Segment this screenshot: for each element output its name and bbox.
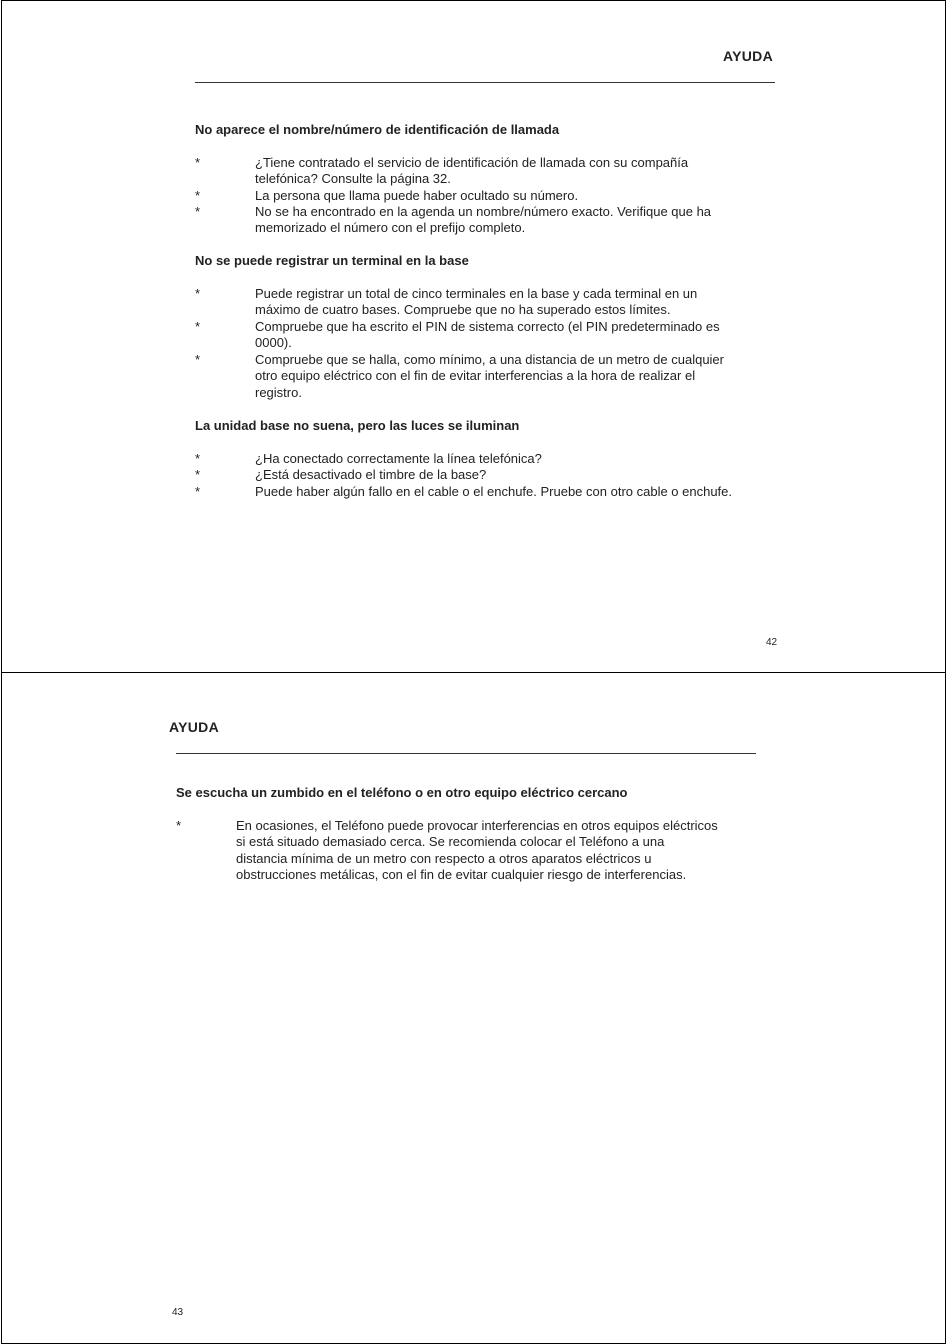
bullet-asterisk: *	[176, 818, 182, 833]
page-number: 43	[172, 1307, 184, 1318]
section-title: No aparece el nombre/número de identificación de llamada	[195, 122, 560, 137]
item-text-line: ¿Está desactivado el timbre de la base?	[255, 467, 487, 482]
item-text-line: No se ha encontrado en la agenda un nombre/número exacto. Verifique que ha	[255, 204, 712, 219]
manual-page-43	[1, 672, 946, 1344]
item-text-line: En ocasiones, el Teléfono puede provocar interferencias en otros equipos eléctricos	[236, 818, 718, 833]
item-text-line: Compruebe que ha escrito el PIN de sistema correcto (el PIN predeterminado es	[255, 319, 720, 334]
list-item	[195, 155, 775, 188]
bullet-asterisk: *	[195, 484, 201, 499]
item-text-line: si está situado demasiado cerca. Se recomienda colocar el Teléfono a una	[236, 834, 665, 850]
list-item	[195, 204, 775, 237]
item-text-line: ¿Ha conectado correctamente la línea telefónica?	[255, 451, 542, 466]
item-text-line: 0000).	[255, 335, 292, 351]
bullet-asterisk: *	[195, 155, 201, 170]
bullet-asterisk: *	[195, 188, 201, 203]
bullet-asterisk: *	[195, 319, 201, 334]
list-item	[195, 319, 775, 352]
item-text-line: máximo de cuatro bases. Compruebe que no ha superado estos límites.	[255, 302, 671, 318]
bullet-asterisk: *	[195, 451, 201, 466]
item-text-line: otro equipo eléctrico con el fin de evitar interferencias a la hora de realizar el	[255, 368, 696, 384]
item-text-line: Compruebe que se halla, como mínimo, a una distancia de un metro de cualquier	[255, 352, 724, 367]
item-text-line: ¿Tiene contratado el servicio de identificación de llamada con su compañía	[255, 155, 689, 170]
header-divider	[176, 753, 756, 754]
item-text-line: telefónica? Consulte la página 32.	[255, 171, 451, 187]
bullet-asterisk: *	[195, 467, 201, 482]
item-text-line: Puede haber algún fallo en el cable o el enchufe. Pruebe con otro cable o enchufe.	[255, 484, 733, 499]
manual-page-42	[1, 0, 946, 673]
list-item	[195, 286, 775, 319]
item-text-line: memorizado el número con el prefijo completo.	[255, 220, 526, 236]
item-text-line: obstrucciones metálicas, con el fin de evitar cualquier riesgo de interferencias.	[236, 867, 687, 883]
header-divider	[195, 82, 775, 83]
bullet-asterisk: *	[195, 352, 201, 367]
item-text-line: Puede registrar un total de cinco terminales en la base y cada terminal en un	[255, 286, 698, 301]
bullet-asterisk: *	[195, 204, 201, 219]
item-text-line: distancia mínima de un metro con respecto a otros aparatos eléctricos u	[236, 850, 652, 866]
section-title: No se puede registrar un terminal en la base	[195, 253, 469, 268]
page-number: 42	[766, 637, 778, 648]
item-text-line: registro.	[255, 384, 302, 400]
list-item	[195, 467, 775, 484]
list-item	[195, 188, 775, 205]
list-item	[176, 818, 776, 886]
item-text-line: La persona que llama puede haber ocultado su número.	[255, 188, 579, 203]
bullet-asterisk: *	[195, 286, 201, 301]
page-header-title: AYUDA	[169, 719, 219, 735]
section-title: Se escucha un zumbido en el teléfono o en otro equipo eléctrico cercano	[176, 785, 628, 800]
section-title: La unidad base no suena, pero las luces se iluminan	[195, 418, 520, 433]
list-item	[195, 352, 775, 402]
list-item	[195, 451, 775, 468]
list-item	[195, 484, 795, 501]
page-header-title: AYUDA	[723, 48, 773, 64]
